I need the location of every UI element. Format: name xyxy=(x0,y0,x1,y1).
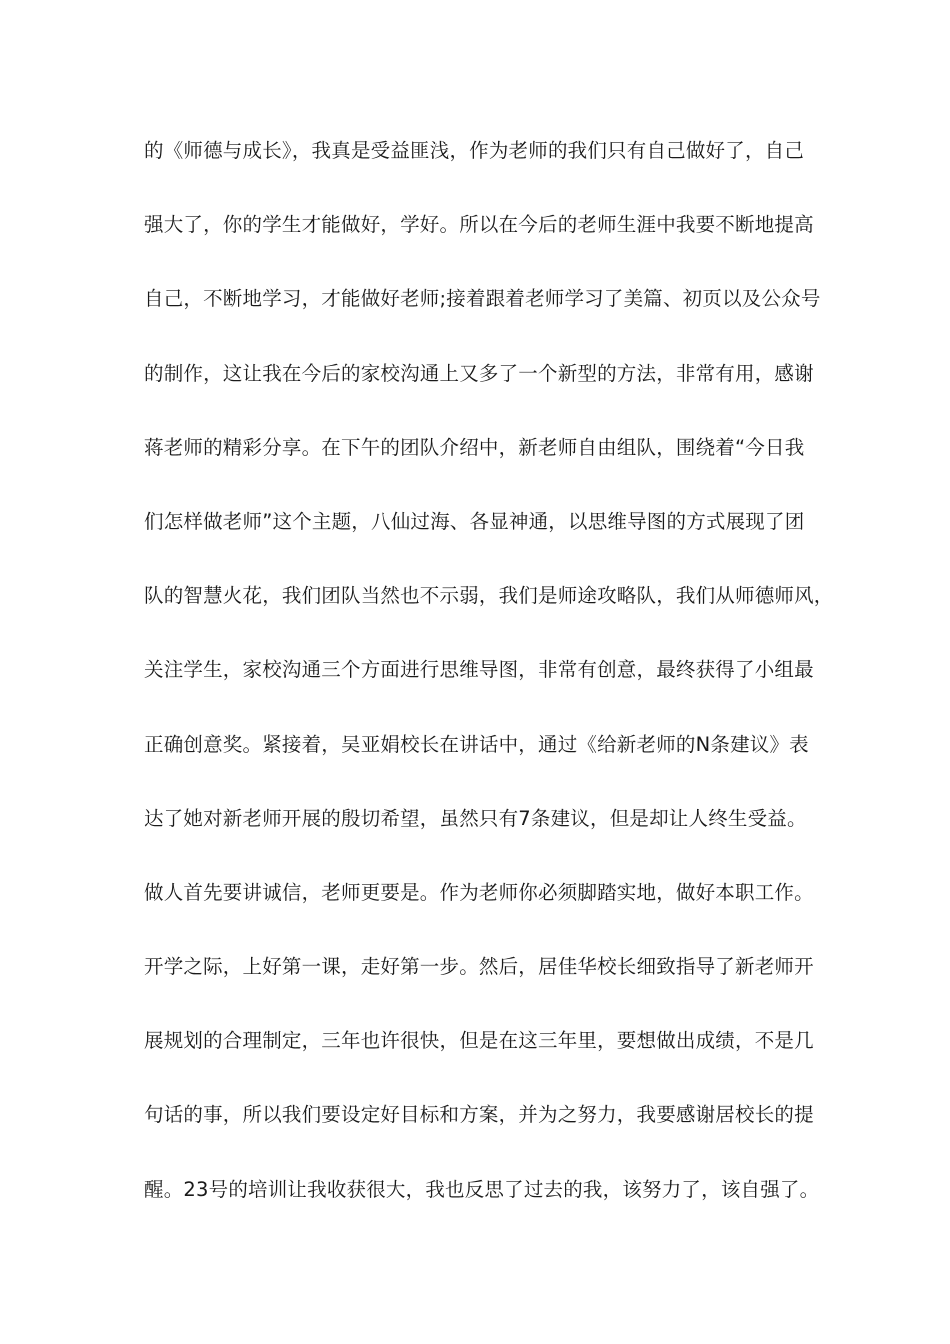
text-line-9: 正确创意奖。紧接着，吴亚娟校长在讲话中，通过《给新老师的N条建议》表 xyxy=(144,732,809,756)
text-line-12: 开学之际，上好第一课，走好第一步。然后，居佳华校长细致指导了新老师开 xyxy=(144,955,814,979)
text-line-5: 蒋老师的精彩分享。在下午的团队介绍中，新老师自由组队，围绕着“今日我 xyxy=(144,435,805,459)
text-line-11: 做人首先要讲诚信，老师更要是。作为老师你必须脚踏实地，做好本职工作。 xyxy=(144,880,814,904)
text-line-7: 队的智慧火花，我们团队当然也不示弱，我们是师途攻略队，我们从师德师风， xyxy=(144,584,834,608)
text-line-15: 醒。23号的培训让我收获很大，我也反思了过去的我，该努力了，该自强了。 xyxy=(144,1177,820,1201)
text-line-10: 达了她对新老师开展的殷切希望，虽然只有7条建议，但是却让人终生受益。 xyxy=(144,806,807,830)
body-text xyxy=(144,128,834,1241)
text-line-8: 关注学生，家校沟通三个方面进行思维导图，非常有创意，最终获得了小组最 xyxy=(144,658,814,682)
text-line-2: 强大了，你的学生才能做好，学好。所以在今后的老师生涯中我要不断地提高 xyxy=(144,213,814,237)
text-line-1: 的《师德与成长》，我真是受益匪浅，作为老师的我们只有自己做好了，自己 xyxy=(144,139,805,162)
text-line-14: 句话的事，所以我们要设定好目标和方案，并为之努力，我要感谢居校长的提 xyxy=(144,1103,814,1127)
text-line-3: 自己，不断地学习，才能做好老师;接着跟着老师学习了美篇、初页以及公众号 xyxy=(144,287,821,311)
text-line-4: 的制作，这让我在今后的家校沟通上又多了一个新型的方法，非常有用，感谢 xyxy=(144,361,814,385)
text-line-6: 们怎样做老师”这个主题，八仙过海、各显神通，以思维导图的方式展现了团 xyxy=(144,509,805,533)
text-line-13: 展规划的合理制定，三年也许很快，但是在这三年里，要想做出成绩，不是几 xyxy=(144,1029,814,1053)
